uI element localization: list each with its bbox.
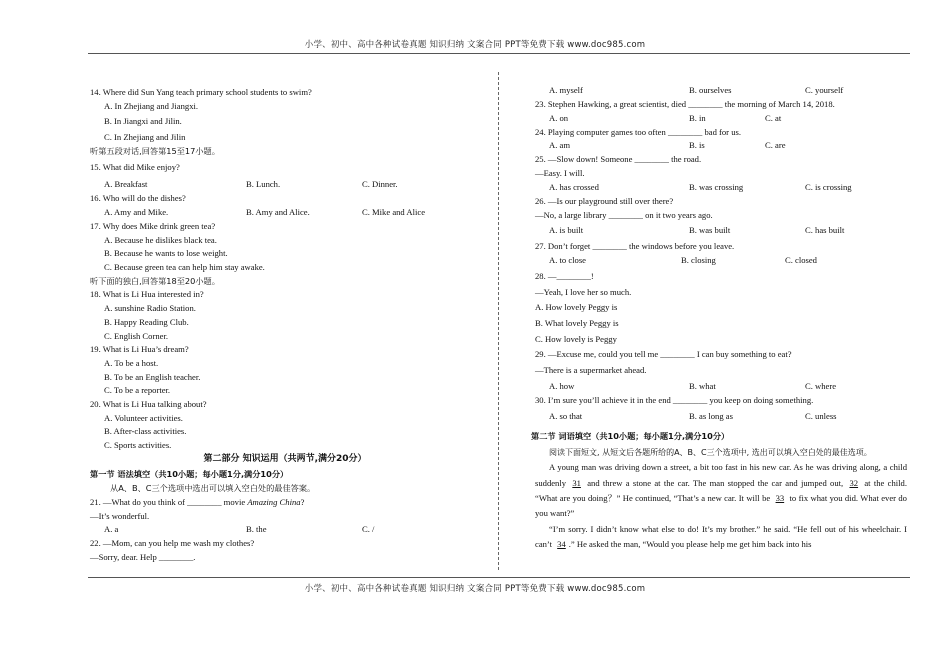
right-column	[535, 84, 907, 424]
question-18: 18. What is Li Hua interested in?	[90, 289, 204, 300]
part-2-title: 第二部分 知识运用（共两节,满分20分）	[203, 453, 367, 464]
option: B. Lunch.	[246, 179, 281, 190]
question-21	[90, 496, 480, 510]
blank-34: 34	[557, 539, 566, 550]
option: C. Sports activities.	[104, 440, 172, 451]
option: C. Dinner.	[362, 179, 398, 190]
option: B. closing	[681, 254, 716, 265]
option: B. Amy and Alice.	[246, 206, 310, 217]
question-16: 16. Who will do the dishes?	[90, 193, 186, 204]
question-20: 20. What is Li Hua talking about?	[90, 399, 207, 410]
question-26: 26. —Is our playground still over there?	[535, 195, 674, 206]
option: A. Amy and Mike.	[104, 206, 169, 217]
option: A. has crossed	[549, 181, 599, 192]
passage-paragraph-2	[535, 522, 907, 553]
header-rule	[88, 53, 910, 54]
option: A. to close	[549, 254, 586, 265]
question-24: 24. Playing computer games too often ________ bad for us.	[535, 126, 741, 137]
dialogue-line: —Sorry, dear. Help ________.	[90, 552, 196, 563]
option: A. sunshine Radio Station.	[104, 303, 196, 314]
option: B. is	[689, 140, 705, 151]
option: C. yourself	[805, 85, 844, 95]
option: A. am	[549, 140, 571, 151]
passage-text: A young man was driving down a street, a bit too fast in his new car. As he was driving along, a child suddenly	[535, 462, 907, 488]
option: B. the	[246, 524, 267, 535]
options-30	[535, 410, 907, 424]
footer-rule	[88, 577, 910, 578]
option: A. To be a host.	[104, 357, 159, 368]
passage-text: and threw a stone at the car. The man stopped the car and jumped out,	[583, 477, 847, 488]
option: A. Because he dislikes black tea.	[104, 234, 217, 245]
question-17: 17. Why does Mike drink green tea?	[90, 220, 216, 231]
column-divider	[498, 72, 499, 570]
option: B. was crossing	[689, 181, 744, 192]
option: B. what	[689, 380, 716, 391]
option: A. In Zhejiang and Jiangxi.	[104, 100, 199, 111]
section-2-instruction: 阅读下面短文, 从短文后各题所给的A、B、C三个选项中, 选出可以填入空白处的最佳选项。	[549, 447, 872, 457]
option: B. After-class activities.	[104, 426, 187, 437]
option: B. in	[689, 112, 706, 123]
question-text: 21. —What do you think of ________ movie	[90, 496, 248, 507]
option: C. where	[805, 380, 837, 391]
listening-instruction-5: 听第五段对话,回答第15至17小题。	[90, 145, 220, 156]
option: C. In Zhejiang and Jilin	[104, 132, 186, 143]
blank-31: 31	[572, 477, 581, 488]
question-text: ?	[300, 496, 305, 507]
option: A. is built	[549, 225, 584, 236]
question-30: 30. I’m sure you’ll achieve it in the end ________ you keep on doing something.	[535, 394, 814, 405]
option: A. how	[549, 380, 575, 391]
options-21	[90, 523, 480, 537]
option: C. /	[362, 524, 375, 535]
option: A. on	[549, 112, 569, 123]
passage-text: to fix what you did. What ever do you want?”	[535, 492, 907, 519]
option: A. Volunteer activities.	[104, 412, 183, 423]
question-19: 19. What is Li Hua’s dream?	[90, 344, 189, 355]
option: C. unless	[805, 410, 837, 421]
question-29: 29. —Excuse me, could you tell me ________ I can buy something to eat?	[535, 349, 792, 360]
option: B. What lovely Peggy is	[535, 318, 619, 329]
dialogue-line: —Easy. I will.	[535, 168, 585, 179]
options-29	[535, 380, 907, 394]
option: C. has built	[805, 225, 845, 236]
option: C. Mike and Alice	[362, 206, 426, 217]
option: C. How lovely is Peggy	[535, 333, 617, 344]
question-23: 23. Stephen Hawking, a great scientist, died ________ the morning of March 14, 2018.	[535, 99, 835, 109]
option: B. Happy Reading Club.	[104, 316, 189, 327]
page-header: 小学、初中、高中各种试卷真题 知识归纳 文案合同 PPT等免费下载 www.doc985.com	[304, 40, 646, 50]
question-22: 22. —Mom, can you help me wash my clothes?	[90, 538, 255, 549]
options-25	[535, 181, 907, 195]
question-28: 28. —________!	[535, 270, 594, 281]
option: B. was built	[689, 225, 731, 236]
left-column	[90, 86, 480, 565]
option: B. Because he wants to lose weight.	[104, 248, 228, 259]
blank-32: 32	[849, 477, 859, 488]
question-27: 27. Don’t forget ________ the windows before you leave.	[535, 241, 735, 252]
option: C. at	[765, 112, 782, 123]
option: A. How lovely Peggy is	[535, 302, 618, 313]
passage-paragraph-1	[535, 460, 907, 522]
option: C. closed	[785, 254, 817, 265]
passage-text: at the child. “What are you doing？” He continued, “That’s a new car. It will be	[535, 477, 907, 503]
options-23	[535, 112, 907, 126]
section-1-instruction: 从A、B、C三个选项中选出可以填入空白处的最佳答案。	[110, 483, 316, 494]
options-16	[90, 206, 480, 220]
option: C. is crossing	[805, 181, 852, 192]
dialogue-line: —No, a large library ________ on it two years ago.	[535, 209, 713, 220]
options-24	[535, 139, 907, 153]
question-25: 25. —Slow down! Someone ________ the road.	[535, 154, 702, 165]
option: C. English Corner.	[104, 330, 168, 341]
options-27	[535, 254, 907, 268]
option: C. are	[765, 140, 786, 151]
blank-33: 33	[775, 492, 785, 503]
options-26	[535, 224, 907, 238]
question-14: 14. Where did Sun Yang teach primary school students to swim?	[90, 87, 312, 97]
option: B. To be an English teacher.	[104, 371, 201, 382]
page-footer: 小学、初中、高中各种试卷真题 知识归纳 文案合同 PPT等免费下载 www.doc985.com	[304, 584, 646, 594]
section-2-title: 第二节 词语填空（共10小题；每小题1分,满分10分）	[531, 431, 730, 441]
movie-title: Amazing China	[247, 496, 301, 507]
section-1-title: 第一节 语法填空（共10小题；每小题1分,满分10分）	[90, 468, 289, 479]
dialogue-line: —There is a supermarket ahead.	[535, 365, 647, 376]
option: A. a	[104, 524, 119, 535]
passage-text: “I’m sorry. I didn’t know what else to do! It’s my brother.” he said. “He fell out of his wheelchair. I can’t	[535, 523, 907, 550]
option: B. In Jiangxi and Jilin.	[104, 116, 182, 127]
listening-instruction-6: 听下面的独白,回答第18至20小题。	[90, 275, 220, 286]
section-2	[531, 430, 907, 553]
option: A. myself	[549, 85, 583, 95]
options-22	[535, 84, 907, 98]
dialogue-line: —Yeah, I love her so much.	[535, 286, 632, 297]
dialogue-line: —It’s wonderful.	[90, 510, 150, 521]
question-15: 15. What did Mike enjoy?	[90, 161, 180, 172]
options-15	[90, 178, 480, 192]
option: C. To be a reporter.	[104, 385, 171, 396]
option: B. as long as	[689, 410, 733, 421]
option: B. ourselves	[689, 85, 732, 95]
passage-text: .” He asked the man, “Would you please help me get him back into his	[568, 539, 812, 550]
option: C. Because green tea can help him stay awake.	[104, 262, 265, 273]
option: A. so that	[549, 410, 583, 421]
option: A. Breakfast	[104, 179, 148, 190]
